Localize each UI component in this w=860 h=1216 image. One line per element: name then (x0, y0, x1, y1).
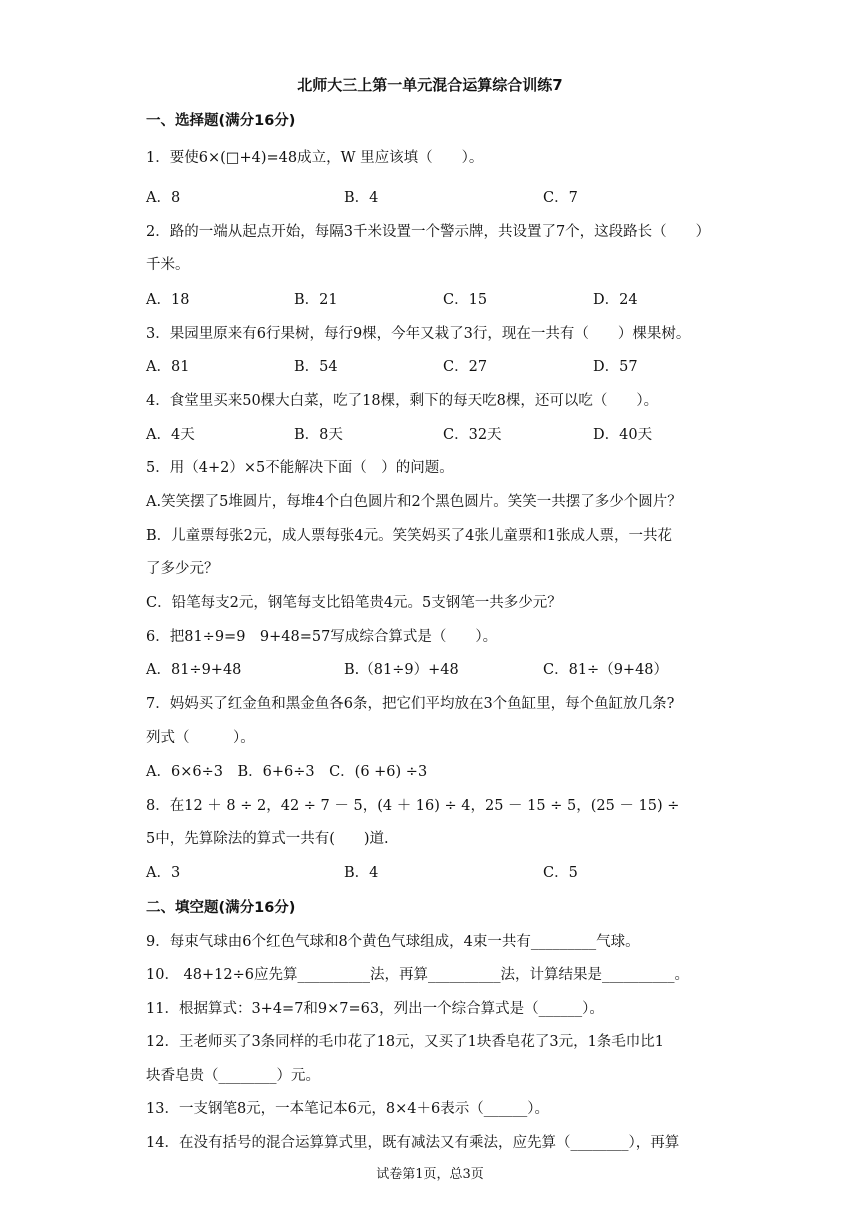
q3-option-b: B．54 (294, 359, 338, 375)
q8-option-c: C．5 (543, 865, 578, 881)
q5-option-c: C．铅笔每支2元，钢笔每支比铅笔贵4元。5支钢笔一共多少元？ (146, 595, 562, 611)
section-fill-heading: 二、填空题(满分16分) (146, 900, 296, 916)
question-6: 6．把81÷9=9 9+48=57写成综合算式是（ ）。 (146, 629, 498, 645)
q2-option-d: D．24 (593, 292, 638, 308)
section-choice-heading: 一、选择题(满分16分) (146, 113, 296, 129)
question-5: 5．用（4+2）×5不能解决下面（ ）的问题。 (146, 460, 454, 476)
question-11: 11．根据算式：3+4=7和9×7=63，列出一个综合算式是（______）。 (146, 1001, 604, 1017)
question-12-line-2: 块香皂贵（________）元。 (146, 1068, 320, 1084)
question-2-line-1: 2．路的一端从起点开始，每隔3千米设置一个警示牌，共设置了7个，这段路长（ ） (146, 224, 711, 240)
q6-option-b: B.（81÷9）+48 (344, 662, 459, 678)
question-7-line-2: 列式（ ）。 (146, 730, 255, 746)
q2-option-c: C．15 (443, 292, 488, 308)
q8-option-b: B．4 (344, 865, 379, 881)
question-8-line-1: 8．在12 ＋ 8 ÷ 2，42 ÷ 7 － 5，(4 ＋ 16) ÷ 4，25 － 15 ÷ 5，(25 － 15) ÷ (146, 798, 680, 814)
question-13: 13．一支钢笔8元，一本笔记本6元，8×4＋6表示（______）。 (146, 1101, 549, 1117)
q5-option-a: A.笑笑摆了5堆圆片，每堆4个白色圆片和2个黑色圆片。笑笑一共摆了多少个圆片？ (146, 494, 682, 510)
q4-option-c: C．32天 (443, 427, 502, 443)
q2-option-a: A．18 (146, 292, 190, 308)
q1-option-a: A．8 (146, 190, 181, 206)
question-3: 3．果园里原来有6行果树，每行9棵，今年又栽了3行，现在一共有（ ）棵果树。 (146, 326, 691, 342)
q4-option-a: A．4天 (146, 427, 195, 443)
q3-option-c: C．27 (443, 359, 488, 375)
q8-option-a: A．3 (146, 865, 181, 881)
q2-option-b: B．21 (294, 292, 338, 308)
q5-option-b-line-1: B．儿童票每张2元，成人票每张4元。笑笑妈买了4张儿童票和1张成人票，一共花 (146, 528, 673, 544)
q5-option-b-line-2: 了多少元？ (146, 561, 219, 577)
question-7-line-1: 7．妈妈买了红金鱼和黑金鱼各6条，把它们平均放在3个鱼缸里，每个鱼缸放几条? (146, 696, 675, 712)
q3-option-a: A．81 (146, 359, 190, 375)
question-1: 1．要使6×(□+4)=48成立，W 里应该填（ ）。 (146, 150, 484, 166)
q6-option-a: A．81÷9+48 (146, 662, 242, 678)
q4-option-d: D．40天 (593, 427, 653, 443)
question-2-line-2: 千米。 (146, 257, 190, 273)
q1-option-c: C．7 (543, 190, 578, 206)
question-8-line-2: 5中，先算除法的算式一共有( )道. (146, 831, 389, 847)
question-10: 10． 48+12÷6应先算__________法，再算__________法，计算结果是__________。 (146, 967, 689, 983)
question-12-line-1: 12．王老师买了3条同样的毛巾花了18元，又买了1块香皂花了3元，1条毛巾比1 (146, 1034, 665, 1050)
q6-option-c: C．81÷（9+48） (543, 662, 669, 678)
page-footer: 试卷第1页，总3页 (376, 1167, 484, 1182)
q1-option-b: B．4 (344, 190, 379, 206)
question-14: 14．在没有括号的混合运算算式里，既有减法又有乘法，应先算（________），再算 (146, 1135, 680, 1151)
q7-options: A．6×6÷3 B．6+6÷3 C．(6 +6) ÷3 (146, 764, 428, 780)
question-4: 4．食堂里买来50棵大白菜，吃了18棵，剩下的每天吃8棵，还可以吃（ ）。 (146, 393, 659, 409)
q3-option-d: D．57 (593, 359, 638, 375)
page-title: 北师大三上第一单元混合运算综合训练7 (297, 76, 563, 94)
question-9: 9．每束气球由6个红色气球和8个黄色气球组成，4束一共有_________气球。 (146, 934, 640, 950)
q4-option-b: B．8天 (294, 427, 343, 443)
